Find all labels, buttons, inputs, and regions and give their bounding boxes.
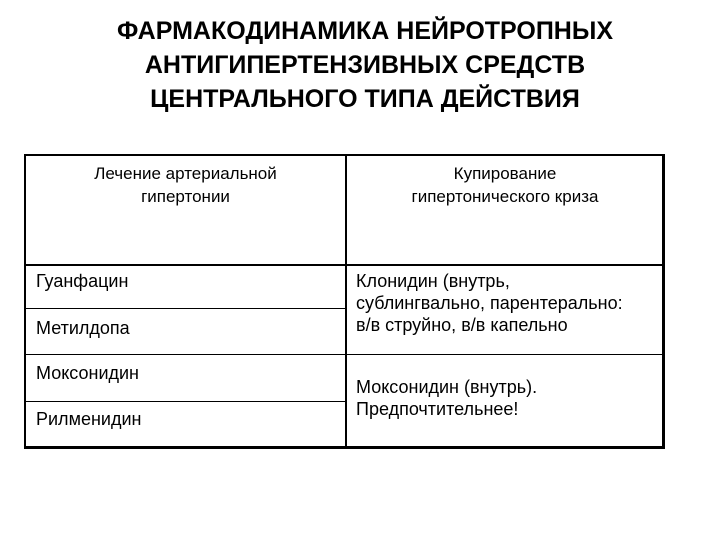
drug-guanfacine: Гуанфацин — [36, 271, 129, 291]
crisis-clonidine-line-2: сублингвально, парентерально: — [356, 293, 623, 313]
header-crisis-line-1: Купирование — [453, 164, 557, 183]
header-treatment-line-1: Лечение артериальной — [94, 164, 277, 183]
crisis-moxonidine-line-1: Моксонидин (внутрь). — [356, 377, 538, 397]
crisis-clonidine-line-1: Клонидин (внутрь, — [356, 271, 510, 291]
header-row-divider — [26, 264, 662, 266]
crisis-moxonidine-line-2: Предпочтительнее! — [356, 399, 519, 419]
title-line-2: АНТИГИПЕРТЕНЗИВНЫХ СРЕДСТВ — [144, 51, 586, 79]
crisis-clonidine-line-3: в/в струйно, в/в капельно — [356, 315, 568, 335]
title-line-1: ФАРМАКОДИНАМИКА НЕЙРОТРОПНЫХ — [116, 17, 614, 45]
drug-table — [24, 154, 665, 449]
title-line-3: ЦЕНТРАЛЬНОГО ТИПА ДЕЙСТВИЯ — [150, 85, 580, 113]
drug-methyldopa: Метилдопа — [36, 318, 130, 338]
right-row-divider — [347, 354, 663, 355]
header-treatment-line-2: гипертонии — [141, 187, 230, 206]
header-treatment — [26, 162, 345, 208]
crisis-moxonidine — [356, 376, 537, 420]
slide-title — [40, 14, 690, 116]
header-crisis — [347, 162, 663, 208]
left-row-divider-1 — [26, 308, 345, 309]
crisis-clonidine — [356, 270, 623, 336]
left-row-divider-2 — [26, 354, 345, 355]
header-crisis-line-2: гипертонического криза — [411, 187, 599, 206]
left-row-divider-3 — [26, 401, 345, 402]
drug-moxonidine: Моксонидин — [36, 363, 139, 383]
drug-rilmenidine: Рилменидин — [36, 409, 142, 429]
